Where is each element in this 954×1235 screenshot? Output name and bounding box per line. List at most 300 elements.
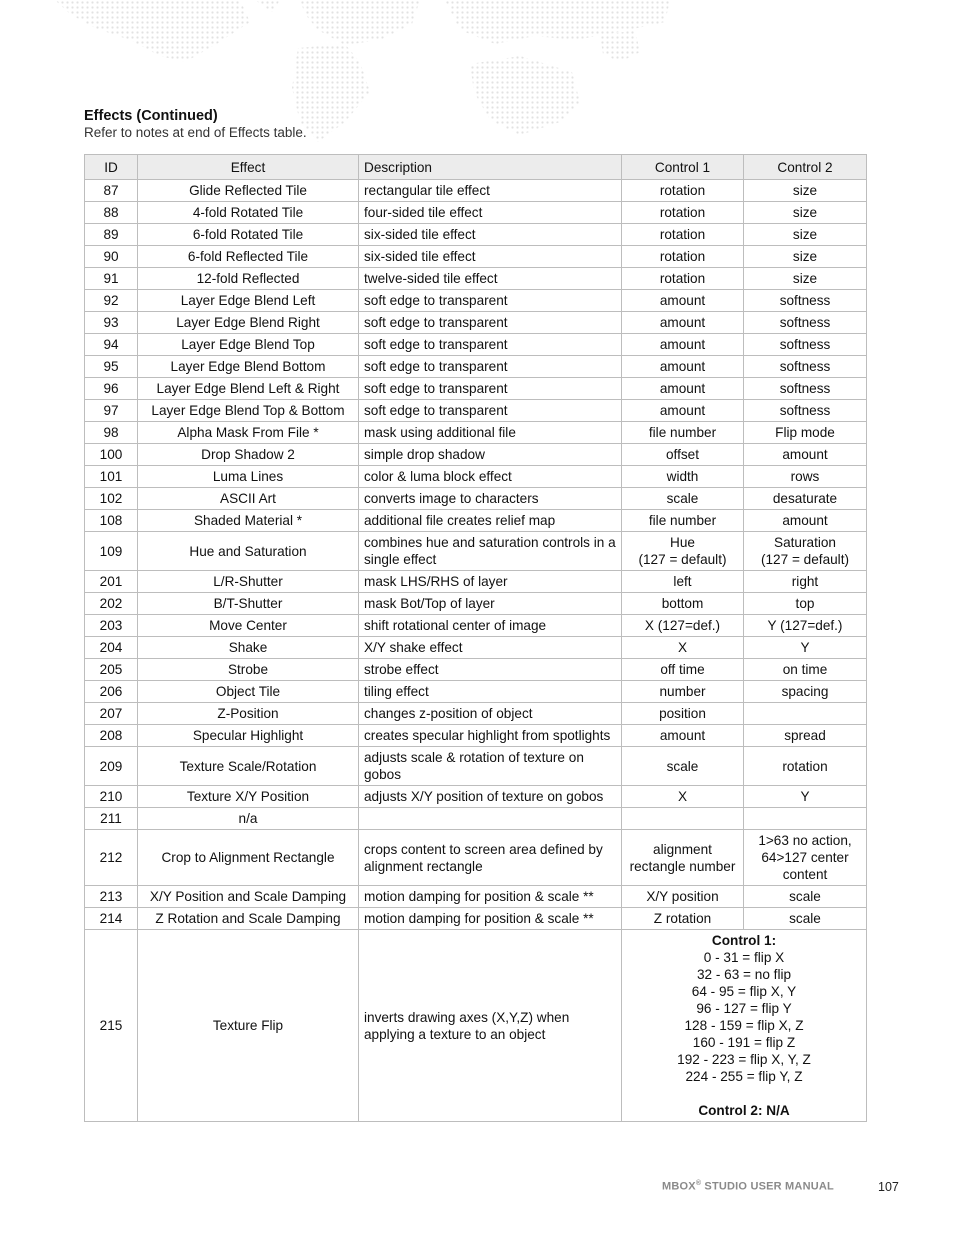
- cell-text: n/a: [238, 811, 258, 826]
- cell-id: 215: [85, 930, 138, 1122]
- cell-text: 4-fold Rotated Tile: [192, 205, 304, 220]
- cell-effect: [138, 808, 359, 830]
- cell-text: Layer Edge Blend Right: [176, 315, 320, 330]
- cell-control-2: [744, 180, 867, 202]
- cell-effect: [138, 378, 359, 400]
- cell-text: Alpha Mask From File *: [177, 425, 319, 440]
- cell-text: X: [677, 640, 688, 655]
- cell-text: 213: [99, 889, 123, 904]
- cell-text: Layer Edge Blend Top: [181, 337, 315, 352]
- cell-effect: [138, 637, 359, 659]
- cell-text: 209: [99, 758, 123, 774]
- cell-id: [85, 488, 138, 510]
- cell-text: mask LHS/RHS of layer: [364, 574, 508, 589]
- cell-control-1: [622, 510, 744, 532]
- table-row: [85, 180, 867, 202]
- cell-text: adjusts X/Y position of texture on gobos: [364, 789, 604, 804]
- cell-text: amount: [659, 381, 706, 396]
- cell-text: Shake: [228, 640, 268, 655]
- cell-control-notes: [622, 930, 867, 1122]
- cell-text: 12-fold Reflected: [196, 271, 300, 286]
- cell-id: [85, 786, 138, 808]
- cell-effect: [138, 659, 359, 681]
- cell-control-1: [622, 312, 744, 334]
- cell-text: Z Rotation and Scale Damping: [155, 911, 341, 926]
- cell-description: [359, 786, 622, 808]
- cell-effect: [138, 786, 359, 808]
- cell-control-1: [622, 180, 744, 202]
- cell-text: bottom: [661, 596, 704, 611]
- cell-effect: [138, 422, 359, 444]
- cell-description: [359, 356, 622, 378]
- spacer: [627, 1085, 861, 1102]
- cell-text: X/Y shake effect: [364, 640, 463, 655]
- cell-text: changes z-position of object: [364, 706, 533, 721]
- cell-text: content: [782, 867, 828, 882]
- table-row: [85, 312, 867, 334]
- cell-text: softness: [779, 403, 831, 418]
- cell-description: [359, 908, 622, 930]
- cell-text: soft edge to transparent: [364, 337, 508, 352]
- cell-control-2: [744, 334, 867, 356]
- cell-text: 207: [99, 706, 123, 721]
- cell-control-2: [744, 400, 867, 422]
- table-row: [85, 356, 867, 378]
- cell-text: crops content to screen area defined by alignment rectangle: [364, 841, 603, 874]
- cell-effect: [138, 615, 359, 637]
- cell-text: 204: [99, 640, 123, 655]
- cell-text: 202: [99, 596, 123, 611]
- cell-text: Layer Edge Blend Top & Bottom: [151, 403, 345, 418]
- cell-control-1: [622, 268, 744, 290]
- control-1-line: 224 - 255 = flip Y, Z: [685, 1069, 803, 1084]
- control-1-line: 128 - 159 = flip X, Z: [684, 1018, 804, 1033]
- cell-text: position: [659, 706, 706, 721]
- cell-effect: [138, 908, 359, 930]
- cell-id: [85, 180, 138, 202]
- cell-text: Strobe: [227, 662, 269, 677]
- cell-text: amount: [782, 513, 828, 528]
- cell-text: 92: [103, 293, 119, 308]
- cell-text: file number: [648, 513, 717, 528]
- cell-text: mask Bot/Top of layer: [364, 596, 495, 611]
- table-row: [85, 747, 867, 786]
- cell-control-2: [744, 593, 867, 615]
- cell-description: [359, 246, 622, 268]
- cell-control-1: [622, 356, 744, 378]
- cell-effect: [138, 180, 359, 202]
- cell-control-1: [622, 378, 744, 400]
- cell-control-2: [744, 615, 867, 637]
- column-header-description: Description: [359, 155, 622, 180]
- cell-description: [359, 224, 622, 246]
- cell-text: size: [792, 227, 818, 242]
- cell-id: [85, 747, 138, 786]
- cell-control-1: [622, 659, 744, 681]
- cell-description: [359, 202, 622, 224]
- cell-effect: [138, 334, 359, 356]
- cell-text: six-sided tile effect: [364, 249, 476, 264]
- table-row: [85, 268, 867, 290]
- cell-control-1: [622, 637, 744, 659]
- cell-control-1: [622, 202, 744, 224]
- cell-text: twelve-sided tile effect: [364, 271, 498, 286]
- cell-text: rectangular tile effect: [364, 183, 490, 198]
- cell-text: rotation: [782, 758, 828, 774]
- cell-text: 201: [99, 574, 123, 589]
- cell-text: softness: [779, 315, 831, 330]
- cell-text: Z-Position: [217, 706, 279, 721]
- cell-effect: [138, 312, 359, 334]
- cell-control-2: [744, 268, 867, 290]
- cell-description: inverts drawing axes (X,Y,Z) when applying a texture to an object: [359, 930, 622, 1122]
- cell-text: Y: [800, 789, 810, 804]
- table-row: [85, 786, 867, 808]
- cell-control-2: [744, 886, 867, 908]
- cell-text: shift rotational center of image: [364, 618, 547, 633]
- cell-effect: [138, 224, 359, 246]
- control-1-line: 64 - 95 = flip X, Y: [691, 984, 797, 999]
- cell-control-1: [622, 400, 744, 422]
- cell-text: alignment: [653, 841, 712, 857]
- table-row: [85, 334, 867, 356]
- cell-effect: [138, 703, 359, 725]
- page-number: 107: [878, 1180, 899, 1194]
- cell-text: size: [792, 183, 818, 198]
- cell-description: [359, 615, 622, 637]
- cell-text: Texture X/Y Position: [186, 789, 310, 804]
- cell-text: 97: [103, 403, 119, 418]
- footer-manual-title: [662, 1180, 834, 1193]
- cell-text: width: [666, 469, 699, 484]
- cell-text: amount: [659, 728, 706, 743]
- cell-text: Y (127=def.): [767, 618, 843, 633]
- cell-id: [85, 290, 138, 312]
- cell-control-1: [622, 290, 744, 312]
- cell-control-1: [622, 908, 744, 930]
- cell-text: 205: [99, 662, 123, 677]
- cell-text: scale: [666, 491, 699, 506]
- cell-text: size: [792, 205, 818, 220]
- cell-text: file number: [648, 425, 717, 440]
- cell-control-1: [622, 747, 744, 786]
- cell-text: 210: [99, 789, 123, 804]
- column-header-id: ID: [85, 155, 138, 180]
- cell-text: Glide Reflected Tile: [189, 183, 307, 198]
- cell-id: [85, 378, 138, 400]
- cell-text: Flip mode: [775, 425, 835, 440]
- cell-text: (127 = default): [760, 552, 850, 567]
- cell-text: additional file creates relief map: [364, 513, 556, 528]
- cell-effect: [138, 268, 359, 290]
- cell-effect: [138, 725, 359, 747]
- cell-description: [359, 593, 622, 615]
- control-1-heading: Control 1:: [711, 933, 777, 948]
- cell-text: size: [792, 271, 818, 286]
- cell-text: Z rotation: [653, 911, 712, 926]
- cell-control-2: [744, 681, 867, 703]
- cell-control-2: [744, 725, 867, 747]
- cell-effect: [138, 886, 359, 908]
- cell-description: [359, 422, 622, 444]
- cell-control-2: [744, 659, 867, 681]
- cell-id: [85, 830, 138, 886]
- cell-effect: [138, 290, 359, 312]
- cell-text: motion damping for position & scale **: [364, 889, 594, 904]
- cell-effect: [138, 830, 359, 886]
- cell-control-2: [744, 830, 867, 886]
- table-row: [85, 886, 867, 908]
- cell-text: rotation: [659, 271, 706, 286]
- cell-text: Hue: [670, 535, 695, 550]
- cell-control-2: [744, 224, 867, 246]
- cell-control-1: [622, 532, 744, 571]
- cell-text: softness: [779, 337, 831, 352]
- cell-text: on time: [782, 662, 828, 677]
- cell-text: strobe effect: [364, 662, 439, 677]
- cell-effect: [138, 593, 359, 615]
- table-row: [85, 593, 867, 615]
- cell-text: Layer Edge Blend Left & Right: [156, 381, 340, 396]
- cell-description: [359, 886, 622, 908]
- cell-text: softness: [779, 381, 831, 396]
- cell-text: left: [673, 574, 692, 589]
- table-row: [85, 930, 867, 1122]
- control-2-note: Control 2: N/A: [698, 1103, 790, 1118]
- cell-text: X (127=def.): [644, 618, 721, 633]
- cell-description: [359, 290, 622, 312]
- cell-text: 64>127 center: [761, 850, 849, 865]
- cell-effect: [138, 356, 359, 378]
- cell-description: [359, 378, 622, 400]
- cell-id: [85, 268, 138, 290]
- cell-text: color & luma block effect: [364, 469, 512, 484]
- cell-control-1: [622, 725, 744, 747]
- cell-text: 214: [99, 911, 123, 926]
- table-row: [85, 224, 867, 246]
- cell-text: Hue and Saturation: [189, 543, 307, 559]
- column-header-control-1: Control 1: [622, 155, 744, 180]
- cell-text: Shaded Material *: [193, 513, 303, 528]
- cell-control-1: [622, 444, 744, 466]
- table-row: [85, 830, 867, 886]
- control-1-line: 32 - 63 = no flip: [696, 967, 792, 982]
- table-row: [85, 908, 867, 930]
- cell-text: spacing: [781, 684, 829, 699]
- cell-text: motion damping for position & scale **: [364, 911, 594, 926]
- cell-effect: [138, 466, 359, 488]
- cell-effect: Texture Flip: [138, 930, 359, 1122]
- cell-description: [359, 400, 622, 422]
- cell-id: [85, 400, 138, 422]
- cell-control-2: [744, 908, 867, 930]
- cell-control-2: [744, 246, 867, 268]
- cell-control-2: [744, 532, 867, 571]
- cell-id: [85, 615, 138, 637]
- table-row: [85, 400, 867, 422]
- cell-effect: [138, 747, 359, 786]
- cell-control-2: [744, 378, 867, 400]
- table-row: [85, 725, 867, 747]
- table-row: [85, 615, 867, 637]
- cell-text: Layer Edge Blend Left: [180, 293, 316, 308]
- cell-control-1: [622, 466, 744, 488]
- control-1-line: 96 - 127 = flip Y: [696, 1001, 792, 1016]
- cell-text: 211: [100, 811, 122, 826]
- table-header-row: [85, 155, 867, 180]
- cell-id: [85, 466, 138, 488]
- cell-text: number: [659, 684, 706, 699]
- cell-id: [85, 334, 138, 356]
- cell-text: scale: [666, 758, 699, 774]
- cell-effect: [138, 444, 359, 466]
- cell-text: amount: [659, 337, 706, 352]
- cell-text: ASCII Art: [220, 491, 276, 506]
- cell-effect: [138, 202, 359, 224]
- cell-text: 91: [103, 271, 119, 286]
- cell-text: right: [791, 574, 819, 589]
- cell-effect: [138, 571, 359, 593]
- cell-control-1: [622, 246, 744, 268]
- cell-description: [359, 488, 622, 510]
- cell-control-2: [744, 312, 867, 334]
- cell-control-1: [622, 703, 744, 725]
- cell-text: Crop to Alignment Rectangle: [161, 850, 335, 865]
- cell-control-1: [622, 886, 744, 908]
- table-row: [85, 510, 867, 532]
- cell-control-2: [744, 356, 867, 378]
- cell-text: 102: [99, 491, 123, 506]
- cell-text: Move Center: [209, 618, 287, 633]
- cell-description: [359, 444, 622, 466]
- cell-control-2: [744, 488, 867, 510]
- cell-text: 212: [99, 850, 123, 865]
- cell-text: 95: [103, 359, 119, 374]
- cell-id: [85, 312, 138, 334]
- cell-text: 87: [103, 183, 119, 198]
- cell-control-1: [622, 571, 744, 593]
- cell-id: [85, 908, 138, 930]
- cell-text: 90: [103, 249, 119, 264]
- cell-text: 101: [99, 469, 123, 484]
- cell-text: six-sided tile effect: [364, 227, 476, 242]
- cell-text: simple drop shadow: [364, 447, 485, 462]
- column-header-effect: Effect: [138, 155, 359, 180]
- cell-control-1: [622, 808, 744, 830]
- cell-text: Luma Lines: [212, 469, 284, 484]
- table-row: [85, 290, 867, 312]
- section-title: Effects (Continued): [84, 108, 218, 124]
- cell-text: B/T-Shutter: [213, 596, 283, 611]
- cell-text: 208: [99, 728, 123, 743]
- control-notes: [627, 932, 861, 1119]
- cell-control-1: [622, 615, 744, 637]
- cell-control-1: [622, 422, 744, 444]
- cell-control-1: [622, 786, 744, 808]
- cell-control-1: [622, 488, 744, 510]
- cell-text: amount: [659, 293, 706, 308]
- cell-text: 109: [99, 543, 123, 559]
- cell-text: 6-fold Rotated Tile: [192, 227, 304, 242]
- cell-description: [359, 466, 622, 488]
- table-row: [85, 466, 867, 488]
- table-body: [85, 180, 867, 930]
- cell-id: [85, 681, 138, 703]
- cell-id: [85, 703, 138, 725]
- cell-text: size: [792, 249, 818, 264]
- cell-text: 1>63 no action,: [758, 833, 852, 848]
- cell-text: mask using additional file: [364, 425, 516, 440]
- footer-manual-rest: STUDIO USER MANUAL: [701, 1180, 834, 1193]
- cell-effect: [138, 400, 359, 422]
- cell-text: 96: [103, 381, 119, 396]
- table-row: [85, 202, 867, 224]
- cell-text: amount: [659, 403, 706, 418]
- cell-text: 88: [103, 205, 119, 220]
- cell-text: soft edge to transparent: [364, 359, 508, 374]
- cell-text: combines hue and saturation controls in a single effect: [364, 535, 616, 567]
- cell-text: adjusts scale & rotation of texture on gobos: [364, 750, 584, 782]
- cell-text: Drop Shadow 2: [201, 447, 295, 462]
- cell-description: [359, 830, 622, 886]
- table-row: [85, 444, 867, 466]
- cell-text: soft edge to transparent: [364, 293, 508, 308]
- cell-description: [359, 334, 622, 356]
- cell-effect: [138, 488, 359, 510]
- cell-text: rotation: [659, 183, 706, 198]
- cell-description: [359, 703, 622, 725]
- cell-text: off time: [660, 662, 705, 677]
- cell-id: [85, 593, 138, 615]
- cell-id: [85, 571, 138, 593]
- cell-text: Texture Scale/Rotation: [179, 758, 317, 774]
- table-header: [85, 155, 867, 180]
- cell-description: [359, 312, 622, 334]
- cell-control-2: [744, 466, 867, 488]
- cell-text: softness: [779, 293, 831, 308]
- cell-text: 6-fold Reflected Tile: [187, 249, 309, 264]
- cell-control-2: [744, 290, 867, 312]
- cell-control-2: [744, 637, 867, 659]
- cell-text: L/R-Shutter: [213, 574, 283, 589]
- cell-id: [85, 422, 138, 444]
- cell-id: [85, 886, 138, 908]
- cell-text: 108: [99, 513, 123, 528]
- cell-text: rotation: [659, 205, 706, 220]
- control-1-line: 160 - 191 = flip Z: [692, 1035, 796, 1050]
- cell-description: [359, 180, 622, 202]
- cell-text: 203: [99, 618, 123, 633]
- cell-id: [85, 444, 138, 466]
- cell-control-1: [622, 830, 744, 886]
- cell-text: soft edge to transparent: [364, 315, 508, 330]
- control-1-line: 0 - 31 = flip X: [703, 950, 785, 965]
- cell-text: scale: [789, 911, 821, 926]
- cell-description: [359, 725, 622, 747]
- cell-text: 98: [103, 425, 119, 440]
- table-row: [85, 571, 867, 593]
- cell-text: Saturation: [774, 535, 836, 550]
- cell-id: [85, 808, 138, 830]
- table-row: [85, 488, 867, 510]
- cell-text: rotation: [659, 227, 706, 242]
- cell-id: [85, 532, 138, 571]
- cell-text: amount: [659, 359, 706, 374]
- table-row: [85, 659, 867, 681]
- cell-effect: [138, 246, 359, 268]
- cell-control-2: [744, 808, 867, 830]
- cell-control-2: [744, 786, 867, 808]
